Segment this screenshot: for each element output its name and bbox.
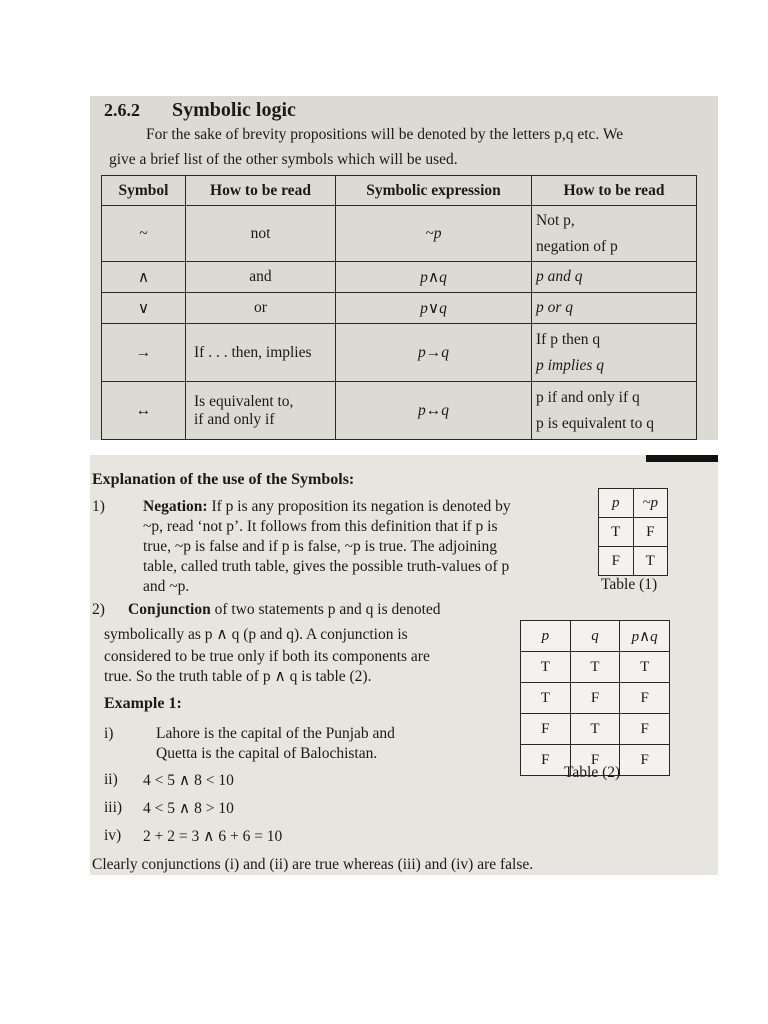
table-row <box>521 621 670 652</box>
symbol-cell: ∨ <box>102 293 186 324</box>
tt2-cell: F <box>570 745 620 776</box>
example-line: Lahore is the capital of the Punjab and <box>156 725 395 742</box>
truth-table-1 <box>598 488 668 576</box>
conjunction-term: Conjunction <box>128 601 211 618</box>
tt1-cell: T <box>599 518 634 547</box>
table-1-caption: Table (1) <box>601 576 658 593</box>
table-row <box>102 324 697 382</box>
negation-line: table, called truth table, gives the possible truth-values of p <box>143 558 510 575</box>
how-line: If p then q <box>536 330 601 348</box>
example-line: 4 < 5 ∧ 8 < 10 <box>143 772 234 789</box>
table-2-caption: Table (2) <box>564 764 621 781</box>
conclusion-text: Clearly conjunctions (i) and (ii) are true whereas (iii) and (iv) are false. <box>92 856 534 873</box>
header-how-read-2: How to be read <box>532 176 697 206</box>
tt2-cell: F <box>521 714 571 745</box>
conjunction-line <box>128 601 441 619</box>
how-cell: p or q <box>532 293 697 324</box>
how-cell: p and q <box>532 262 697 293</box>
negation-term: Negation: <box>143 498 208 515</box>
read-line: Is equivalent to, <box>194 392 294 410</box>
example-label: iv) <box>104 827 122 844</box>
tt2-cell: T <box>521 683 571 714</box>
example-heading: Example 1: <box>104 695 182 712</box>
tt2-cell: T <box>570 652 620 683</box>
table-row <box>521 683 670 714</box>
conjunction-line: symbolically as p ∧ q (p and q). A conjunction is <box>104 626 408 643</box>
how-cell <box>532 324 697 382</box>
symbol-cell: ~ <box>102 206 186 262</box>
table-row <box>521 652 670 683</box>
table-row <box>102 262 697 293</box>
tt2-cell: T <box>620 652 670 683</box>
how-line: negation of p <box>536 237 618 255</box>
read-line: if and only if <box>194 410 275 428</box>
black-bar <box>646 455 718 462</box>
tt2-cell: F <box>620 714 670 745</box>
table-row <box>102 293 697 324</box>
how-line: p if and only if q <box>536 388 640 406</box>
example-line: 2 + 2 = 3 ∧ 6 + 6 = 10 <box>143 828 283 845</box>
tt2-cell: F <box>521 745 571 776</box>
table-row <box>599 547 668 576</box>
section-title: Symbolic logic <box>172 99 296 121</box>
tt1-header: p <box>599 489 634 518</box>
negation-line: ~p, read ‘not p’. It follows from this definition that if p is <box>143 518 498 535</box>
section-number: 2.6.2 <box>104 100 140 120</box>
how-line: p is equivalent to q <box>536 414 654 432</box>
read-cell: not <box>186 206 336 262</box>
conjunction-text: of two statements p and q is denoted <box>210 601 441 618</box>
tt1-cell: T <box>633 547 668 576</box>
tt2-cell: F <box>620 683 670 714</box>
tt2-cell: T <box>570 714 620 745</box>
negation-line: and ~p. <box>143 578 190 595</box>
tt2-cell: F <box>570 683 620 714</box>
read-cell: or <box>186 293 336 324</box>
tt2-cell: F <box>620 745 670 776</box>
table-row <box>599 518 668 547</box>
intro-line-1: For the sake of brevity propositions will be denoted by the letters p,q etc. We <box>146 126 624 143</box>
example-line: 4 < 5 ∧ 8 > 10 <box>143 800 234 817</box>
read-cell: and <box>186 262 336 293</box>
read-cell <box>186 382 336 440</box>
symbol-table-header <box>102 176 697 206</box>
expression-cell: p→q <box>336 324 532 382</box>
how-line: p implies q <box>536 356 605 374</box>
expression-cell: p∨q <box>336 293 532 324</box>
tt1-header: ~p <box>633 489 668 518</box>
intro-line-2: give a brief list of the other symbols which will be used. <box>109 151 458 168</box>
how-line: Not p, <box>536 211 575 229</box>
tt2-header: q <box>570 621 620 652</box>
table-row <box>102 382 697 440</box>
negation-line: true, ~p is false and if p is false, ~p is true. The adjoining <box>143 538 497 555</box>
tt2-header: p∧q <box>620 621 670 652</box>
tt1-cell: F <box>599 547 634 576</box>
how-cell <box>532 206 697 262</box>
expression-cell: ~p <box>336 206 532 262</box>
header-how-read: How to be read <box>186 176 336 206</box>
expression-cell: p↔q <box>336 382 532 440</box>
symbol-table <box>101 175 697 440</box>
example-label: iii) <box>104 799 123 816</box>
negation-text: If p is any proposition its negation is denoted by <box>207 498 511 515</box>
table-row <box>521 714 670 745</box>
how-cell <box>532 382 697 440</box>
example-label: i) <box>104 725 114 742</box>
conjunction-line: true. So the truth table of p ∧ q is table (2). <box>104 668 372 685</box>
conjunction-number: 2) <box>92 601 105 618</box>
negation-number: 1) <box>92 498 105 515</box>
table-row <box>102 206 697 262</box>
tt1-cell: F <box>633 518 668 547</box>
explanation-heading: Explanation of the use of the Symbols: <box>92 471 355 488</box>
symbol-cell: ↔ <box>102 382 186 440</box>
example-line: Quetta is the capital of Balochistan. <box>156 745 378 762</box>
tt2-header: p <box>521 621 571 652</box>
negation-line <box>143 498 511 516</box>
truth-table-2 <box>520 620 670 776</box>
example-label: ii) <box>104 771 118 788</box>
conjunction-line: considered to be true only if both its components are <box>104 648 430 665</box>
symbol-cell: → <box>102 324 186 382</box>
read-cell: If . . . then, implies <box>186 324 336 382</box>
tt2-cell: T <box>521 652 571 683</box>
symbol-cell: ∧ <box>102 262 186 293</box>
table-row <box>599 489 668 518</box>
header-symbol: Symbol <box>102 176 186 206</box>
header-expression: Symbolic expression <box>336 176 532 206</box>
expression-cell: p∧q <box>336 262 532 293</box>
